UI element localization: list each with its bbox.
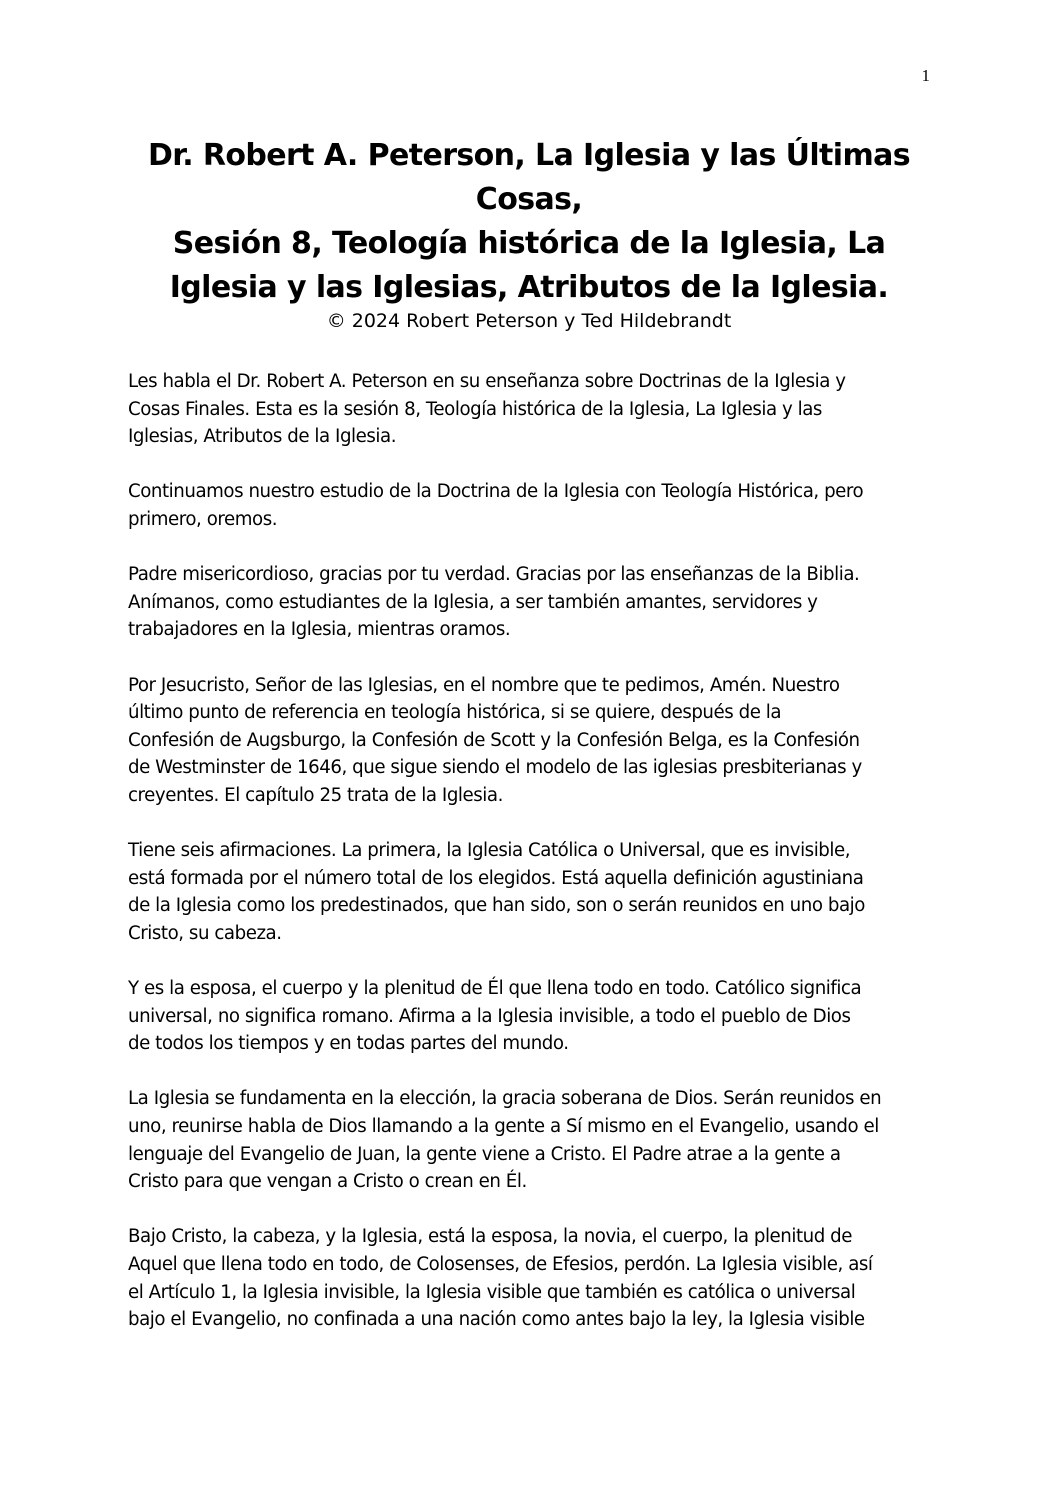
text-line: Tiene seis afirmaciones. La primera, la Iglesia Católica o Universal, que es invisible, (128, 840, 851, 862)
document-header (128, 134, 930, 334)
text-line: universal, no significa romano. Afirma a la Iglesia invisible, a todo el pueblo de Dios (128, 1005, 851, 1027)
text-line: de Westminster de 1646, que sigue siendo el modelo de las iglesias presbiterianas y (128, 757, 862, 779)
text-line: último punto de referencia en teología histórica, si se quiere, después de la (128, 702, 782, 724)
text-line: La Iglesia se fundamenta en la elección, la gracia soberana de Dios. Serán reunidos en (128, 1088, 882, 1110)
text-line: lenguaje del Evangelio de Juan, la gente viene a Cristo. El Padre atrae a la gente a (128, 1143, 841, 1165)
paragraph (128, 672, 933, 810)
text-line: Cristo, su cabeza. (128, 922, 282, 944)
paragraph (128, 368, 933, 451)
text-line: bajo el Evangelio, no confinada a una nación como antes bajo la ley, la Iglesia visible (128, 1309, 865, 1331)
text-line: Bajo Cristo, la cabeza, y la Iglesia, está la esposa, la novia, el cuerpo, la plenitud de (128, 1226, 852, 1248)
title-line: Dr. Robert A. Peterson, La Iglesia y las Últimas (147, 138, 911, 173)
text-line: Aquel que llena todo en todo, de Colosenses, de Efesios, perdón. La Iglesia visible, así (128, 1254, 873, 1275)
paragraph (128, 561, 933, 644)
text-line: Confesión de Augsburgo, la Confesión de Scott y la Confesión Belga, es la Confesión (128, 729, 860, 751)
text-line: Y es la esposa, el cuerpo y la plenitud de Él que llena todo en todo. Católico significa (128, 978, 862, 1000)
text-line: Continuamos nuestro estudio de la Doctrina de la Iglesia con Teología Histórica, pero (128, 481, 864, 503)
paragraph (128, 975, 933, 1058)
text-line: Cristo para que vengan a Cristo o crean en Él. (128, 1171, 527, 1193)
text-line: Iglesias, Atributos de la Iglesia. (128, 426, 397, 448)
paragraph (128, 1085, 933, 1195)
text-line: Padre misericordioso, gracias por tu verdad. Gracias por las enseñanzas de la Biblia. (128, 564, 860, 586)
text-line: primero, oremos. (128, 508, 278, 530)
title-line: Sesión 8, Teología histórica de la Iglesia, La (172, 226, 886, 261)
page-number: 1 (921, 66, 930, 85)
copyright-notice: © 2024 Robert Peterson y Ted Hildebrandt (326, 310, 732, 332)
text-line: uno, reunirse habla de Dios llamando a la gente a Sí mismo en el Evangelio, usando el (128, 1116, 879, 1138)
paragraph (128, 1223, 933, 1333)
title-line: Iglesia y las Iglesias, Atributos de la Iglesia. (169, 270, 889, 305)
text-line: creyentes. El capítulo 25 trata de la Iglesia. (128, 784, 503, 806)
paragraph (128, 837, 933, 947)
text-line: Les habla el Dr. Robert A. Peterson en su enseñanza sobre Doctrinas de la Iglesia y (128, 371, 846, 392)
text-line: Anímanos, como estudiantes de la Iglesia, a ser también amantes, servidores y (128, 591, 818, 613)
text-line: trabajadores en la Iglesia, mientras oramos. (128, 619, 511, 641)
title-line: Cosas, (475, 182, 583, 217)
document-body (128, 368, 933, 1361)
text-line: está formada por el número total de los elegidos. Está aquella definición agustiniana (128, 867, 864, 889)
text-line: el Artículo 1, la Iglesia invisible, la Iglesia visible que también es católica o universal (128, 1281, 856, 1303)
text-line: Por Jesucristo, Señor de las Iglesias, en el nombre que te pedimos, Amén. Nuestro (128, 674, 840, 696)
text-line: Cosas Finales. Esta es la sesión 8, Teología histórica de la Iglesia, La Iglesia y las (128, 398, 822, 420)
text-line: de todos los tiempos y en todas partes del mundo. (128, 1033, 569, 1055)
paragraph (128, 478, 933, 533)
text-line: de la Iglesia como los predestinados, que han sido, son o serán reunidos en uno bajo (128, 895, 865, 917)
